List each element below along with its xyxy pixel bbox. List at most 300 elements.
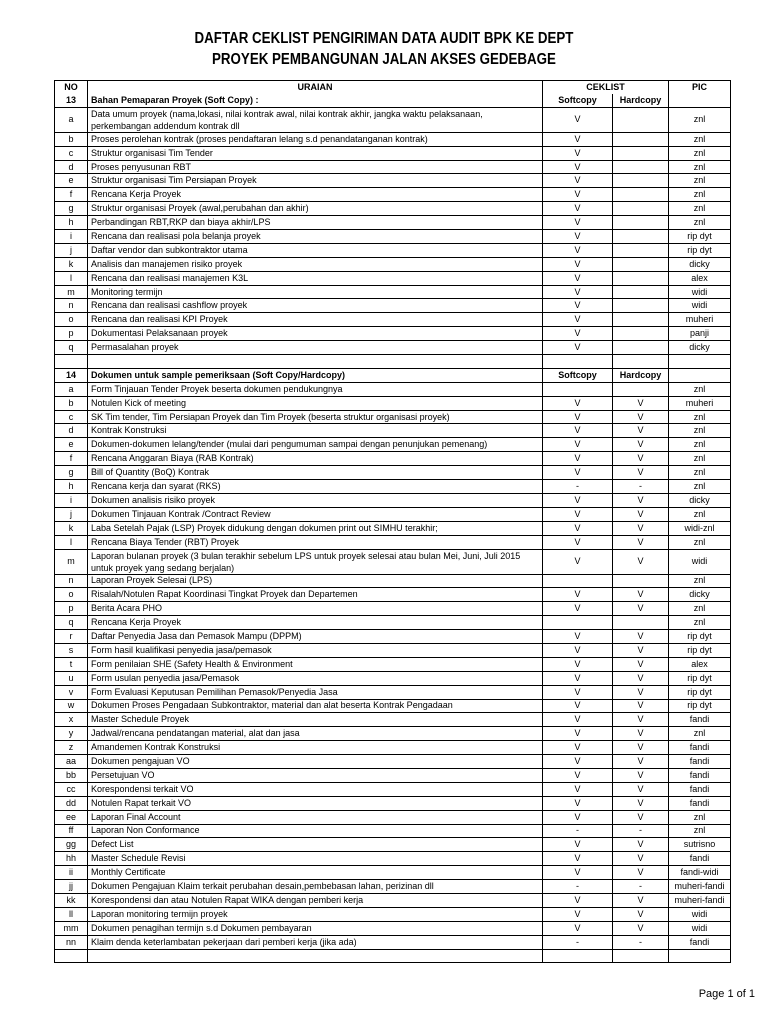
row-hardcopy: - [613, 824, 669, 838]
row-pic: alex [669, 657, 731, 671]
row-hardcopy: V [613, 493, 669, 507]
row-no: k [55, 257, 88, 271]
row-uraian: Rencana dan realisasi manajemen K3L [88, 271, 543, 285]
row-uraian: Form Tinjauan Tender Proyek beserta dokumen pendukungnya [88, 382, 543, 396]
table-row [55, 657, 731, 671]
section-14-header [55, 368, 731, 382]
row-hardcopy: V [613, 521, 669, 535]
table-row [55, 727, 731, 741]
row-no: v [55, 685, 88, 699]
row-no: ff [55, 824, 88, 838]
row-hardcopy [613, 146, 669, 160]
row-pic: znl [669, 616, 731, 630]
row-hardcopy [613, 257, 669, 271]
row-no: kk [55, 893, 88, 907]
row-uraian: Dokumen penagihan termijn s.d Dokumen pembayaran [88, 921, 543, 935]
row-pic: widi-znl [669, 521, 731, 535]
table-row [55, 782, 731, 796]
row-softcopy: - [543, 935, 613, 949]
row-no: c [55, 410, 88, 424]
table-row [55, 866, 731, 880]
row-softcopy: V [543, 188, 613, 202]
row-softcopy: V [543, 602, 613, 616]
header-uraian: URAIAN [88, 81, 543, 94]
row-uraian: Perbandingan RBT,RKP dan biaya akhir/LPS [88, 216, 543, 230]
row-softcopy: V [543, 893, 613, 907]
row-softcopy: V [543, 160, 613, 174]
row-pic: muheri-fandi [669, 893, 731, 907]
blank-cell [669, 949, 731, 963]
table-row [55, 424, 731, 438]
row-no: q [55, 341, 88, 355]
row-softcopy: V [543, 438, 613, 452]
row-pic: znl [669, 810, 731, 824]
row-no: gg [55, 838, 88, 852]
row-pic: fandi [669, 935, 731, 949]
row-softcopy: V [543, 230, 613, 244]
row-softcopy: V [543, 630, 613, 644]
row-hardcopy: V [613, 921, 669, 935]
table-row [55, 216, 731, 230]
row-pic: dicky [669, 588, 731, 602]
row-hardcopy: V [613, 507, 669, 521]
row-uraian: Klaim denda keterlambatan pekerjaan dari pemberi kerja (jika ada) [88, 935, 543, 949]
row-uraian: SK Tim tender, Tim Persiapan Proyek dan Tim Proyek (beserta struktur organisasi proyek) [88, 410, 543, 424]
row-pic: fandi [669, 782, 731, 796]
row-pic: znl [669, 535, 731, 549]
row-softcopy: - [543, 880, 613, 894]
row-no: j [55, 243, 88, 257]
row-no: ee [55, 810, 88, 824]
row-softcopy: V [543, 796, 613, 810]
row-softcopy: V [543, 521, 613, 535]
row-softcopy: V [543, 216, 613, 230]
row-uraian: Laba Setelah Pajak (LSP) Proyek didukung dengan dokumen print out SIMHU terakhir; [88, 521, 543, 535]
section-14-title: Dokumen untuk sample pemeriksaan (Soft Copy/Hardcopy) [88, 368, 543, 382]
row-softcopy: V [543, 107, 613, 132]
row-softcopy: V [543, 699, 613, 713]
row-hardcopy: V [613, 452, 669, 466]
row-pic: rip dyt [669, 243, 731, 257]
row-pic: widi [669, 299, 731, 313]
row-hardcopy: V [613, 643, 669, 657]
row-hardcopy [613, 230, 669, 244]
blank-cell [55, 949, 88, 963]
row-softcopy: V [543, 535, 613, 549]
row-pic: fandi [669, 796, 731, 810]
row-hardcopy: - [613, 880, 669, 894]
row-pic: widi [669, 921, 731, 935]
table-row [55, 671, 731, 685]
row-no: a [55, 382, 88, 396]
row-softcopy: V [543, 907, 613, 921]
row-uraian: Rencana kerja dan syarat (RKS) [88, 480, 543, 494]
row-hardcopy [613, 132, 669, 146]
row-hardcopy: V [613, 602, 669, 616]
row-pic: fandi-widi [669, 866, 731, 880]
row-pic: znl [669, 480, 731, 494]
table-row [55, 741, 731, 755]
row-softcopy: V [543, 313, 613, 327]
row-pic: muheri-fandi [669, 880, 731, 894]
row-uraian: Rencana dan realisasi pola belanja proyek [88, 230, 543, 244]
row-softcopy: V [543, 410, 613, 424]
row-pic: dicky [669, 341, 731, 355]
table-row [55, 535, 731, 549]
row-hardcopy: V [613, 713, 669, 727]
row-softcopy [543, 382, 613, 396]
row-softcopy: - [543, 824, 613, 838]
document-title: DAFTAR CEKLIST PENGIRIMAN DATA AUDIT BPK KE DEPT [194, 30, 574, 47]
row-no: cc [55, 782, 88, 796]
row-softcopy: V [543, 271, 613, 285]
row-hardcopy: V [613, 438, 669, 452]
table-row [55, 188, 731, 202]
table-row [55, 257, 731, 271]
row-softcopy: V [543, 549, 613, 574]
row-hardcopy: V [613, 852, 669, 866]
row-uraian: Dokumentasi Pelaksanaan proyek [88, 327, 543, 341]
row-pic: sutrisno [669, 838, 731, 852]
table-row [55, 299, 731, 313]
row-softcopy: V [543, 657, 613, 671]
row-uraian: Laporan bulanan proyek (3 bulan terakhir sebelum LPS untuk proyek selesai atau bulan Mei, Juni, Juli 2015 untuk proyek yang sedang berjalan) [88, 549, 543, 574]
row-uraian: Dokumen analisis risiko proyek [88, 493, 543, 507]
row-pic: znl [669, 574, 731, 588]
row-uraian: Notulen Rapat terkait VO [88, 796, 543, 810]
row-softcopy: V [543, 132, 613, 146]
table-row [55, 907, 731, 921]
row-hardcopy [613, 382, 669, 396]
row-softcopy: V [543, 285, 613, 299]
row-no: m [55, 549, 88, 574]
row-pic: rip dyt [669, 699, 731, 713]
row-hardcopy [613, 243, 669, 257]
table-row [55, 327, 731, 341]
section-13-header [55, 94, 731, 107]
row-uraian: Bill of Quantity (BoQ) Kontrak [88, 466, 543, 480]
row-uraian: Dokumen Tinjauan Kontrak /Contract Review [88, 507, 543, 521]
row-uraian: Struktur organisasi Tim Persiapan Proyek [88, 174, 543, 188]
row-pic: dicky [669, 257, 731, 271]
row-hardcopy [613, 299, 669, 313]
row-hardcopy: V [613, 866, 669, 880]
table-row [55, 521, 731, 535]
table-row [55, 768, 731, 782]
row-hardcopy: V [613, 424, 669, 438]
row-uraian: Jadwal/rencana pendatangan material, alat dan jasa [88, 727, 543, 741]
row-no: dd [55, 796, 88, 810]
row-softcopy: V [543, 782, 613, 796]
row-hardcopy: - [613, 935, 669, 949]
row-uraian: Struktur organisasi Tim Tender [88, 146, 543, 160]
row-uraian: Analisis dan manajemen risiko proyek [88, 257, 543, 271]
row-softcopy: V [543, 341, 613, 355]
row-uraian: Proses penyusunan RBT [88, 160, 543, 174]
row-pic: znl [669, 202, 731, 216]
row-hardcopy: V [613, 838, 669, 852]
row-softcopy: V [543, 396, 613, 410]
table-row [55, 852, 731, 866]
row-pic: znl [669, 727, 731, 741]
row-pic: dicky [669, 493, 731, 507]
table-row [55, 146, 731, 160]
row-uraian: Rencana dan realisasi KPI Proyek [88, 313, 543, 327]
table-row [55, 921, 731, 935]
row-pic: widi [669, 285, 731, 299]
row-no: n [55, 299, 88, 313]
row-hardcopy [613, 327, 669, 341]
row-uraian: Korespondensi dan atau Notulen Rapat WIKA dengan pemberi kerja [88, 893, 543, 907]
row-softcopy: V [543, 852, 613, 866]
row-softcopy: V [543, 671, 613, 685]
table-row [55, 160, 731, 174]
row-softcopy: V [543, 713, 613, 727]
row-uraian: Korespondensi terkait VO [88, 782, 543, 796]
row-uraian: Rencana dan realisasi cashflow proyek [88, 299, 543, 313]
blank-cell [543, 949, 613, 963]
document-subtitle: PROYEK PEMBANGUNAN JALAN AKSES GEDEBAGE [212, 51, 556, 68]
row-no: o [55, 313, 88, 327]
table-row [55, 796, 731, 810]
page-footer: Page 1 of 1 [698, 988, 755, 1000]
row-uraian: Dokumen-dokumen lelang/tender (mulai dari pengumuman sampai dengan penunjukan pemenang) [88, 438, 543, 452]
row-no: e [55, 174, 88, 188]
row-uraian: Rencana Anggaran Biaya (RAB Kontrak) [88, 452, 543, 466]
row-pic: fandi [669, 713, 731, 727]
row-no: h [55, 480, 88, 494]
row-hardcopy [613, 107, 669, 132]
table-row [55, 396, 731, 410]
row-pic: znl [669, 602, 731, 616]
row-softcopy [543, 616, 613, 630]
row-hardcopy: V [613, 549, 669, 574]
table-row [55, 893, 731, 907]
table-row [55, 935, 731, 949]
row-hardcopy: V [613, 755, 669, 769]
row-no: ii [55, 866, 88, 880]
table-row [55, 574, 731, 588]
row-softcopy: V [543, 838, 613, 852]
section-13-softcopy-label: Softcopy [543, 94, 613, 107]
row-softcopy: V [543, 810, 613, 824]
row-uraian: Form hasil kualifikasi penyedia jasa/pemasok [88, 643, 543, 657]
table-row [55, 132, 731, 146]
row-pic: fandi [669, 741, 731, 755]
table-row [55, 452, 731, 466]
row-uraian: Amandemen Kontrak Konstruksi [88, 741, 543, 755]
row-uraian: Laporan monitoring termijn proyek [88, 907, 543, 921]
row-hardcopy: V [613, 907, 669, 921]
row-no: h [55, 216, 88, 230]
row-uraian: Daftar Penyedia Jasa dan Pemasok Mampu (DPPM) [88, 630, 543, 644]
section-14-pic-cell [669, 368, 731, 382]
table-row [55, 202, 731, 216]
table-row [55, 824, 731, 838]
row-no: l [55, 271, 88, 285]
row-hardcopy: V [613, 588, 669, 602]
row-no: d [55, 160, 88, 174]
row-uraian: Form usulan penyedia jasa/Pemasok [88, 671, 543, 685]
row-uraian: Master Schedule Revisi [88, 852, 543, 866]
table-row [55, 630, 731, 644]
row-pic: znl [669, 146, 731, 160]
row-hardcopy [613, 271, 669, 285]
table-row [55, 602, 731, 616]
row-no: j [55, 507, 88, 521]
row-softcopy: V [543, 452, 613, 466]
section-13-no: 13 [55, 94, 88, 107]
row-no: c [55, 146, 88, 160]
table-row [55, 410, 731, 424]
row-no: d [55, 424, 88, 438]
table-row [55, 810, 731, 824]
row-uraian: Struktur organisasi Proyek (awal,perubahan dan akhir) [88, 202, 543, 216]
row-hardcopy: V [613, 727, 669, 741]
row-hardcopy: V [613, 893, 669, 907]
table-row [55, 382, 731, 396]
row-pic: rip dyt [669, 230, 731, 244]
table-row [55, 507, 731, 521]
row-pic: widi [669, 907, 731, 921]
row-no: z [55, 741, 88, 755]
row-uraian: Permasalahan proyek [88, 341, 543, 355]
table-row [55, 230, 731, 244]
row-no: k [55, 521, 88, 535]
row-hardcopy [613, 202, 669, 216]
row-uraian: Form Evaluasi Keputusan Pemilihan Pemasok/Penyedia Jasa [88, 685, 543, 699]
section-14-softcopy-label: Softcopy [543, 368, 613, 382]
row-uraian: Rencana Kerja Proyek [88, 616, 543, 630]
blank-cell [88, 355, 543, 369]
row-uraian: Laporan Proyek Selesai (LPS) [88, 574, 543, 588]
row-pic: rip dyt [669, 643, 731, 657]
row-softcopy: - [543, 480, 613, 494]
row-hardcopy: V [613, 657, 669, 671]
row-softcopy: V [543, 727, 613, 741]
row-pic: fandi [669, 768, 731, 782]
table-row [55, 341, 731, 355]
row-pic: znl [669, 132, 731, 146]
section-14-hardcopy-label: Hardcopy [613, 368, 669, 382]
row-hardcopy: V [613, 396, 669, 410]
row-uraian: Master Schedule Proyek [88, 713, 543, 727]
row-no: mm [55, 921, 88, 935]
header-no: NO [55, 81, 88, 94]
row-no: b [55, 396, 88, 410]
row-no: g [55, 466, 88, 480]
table-row [55, 685, 731, 699]
row-pic: fandi [669, 755, 731, 769]
row-hardcopy: V [613, 782, 669, 796]
row-hardcopy: V [613, 630, 669, 644]
row-hardcopy [613, 188, 669, 202]
checklist-table [54, 80, 731, 963]
row-softcopy: V [543, 755, 613, 769]
table-row [55, 699, 731, 713]
row-pic: alex [669, 271, 731, 285]
row-pic: muheri [669, 396, 731, 410]
row-hardcopy: V [613, 810, 669, 824]
table-row [55, 880, 731, 894]
row-softcopy: V [543, 424, 613, 438]
row-hardcopy: V [613, 535, 669, 549]
row-no: g [55, 202, 88, 216]
row-pic: widi [669, 549, 731, 574]
blank-cell [88, 949, 543, 963]
row-softcopy: V [543, 257, 613, 271]
trailing-blank-row [55, 949, 731, 963]
row-no: jj [55, 880, 88, 894]
row-softcopy: V [543, 202, 613, 216]
row-softcopy: V [543, 768, 613, 782]
row-no: m [55, 285, 88, 299]
row-no: q [55, 616, 88, 630]
row-no: i [55, 230, 88, 244]
row-no: x [55, 713, 88, 727]
row-softcopy: V [543, 466, 613, 480]
row-pic: rip dyt [669, 671, 731, 685]
row-softcopy: V [543, 866, 613, 880]
row-hardcopy [613, 616, 669, 630]
row-pic: panji [669, 327, 731, 341]
header-row [55, 81, 731, 94]
row-pic: znl [669, 216, 731, 230]
row-no: l [55, 535, 88, 549]
blank-cell [669, 355, 731, 369]
table-row [55, 549, 731, 574]
row-hardcopy: V [613, 768, 669, 782]
row-pic: znl [669, 174, 731, 188]
table-row [55, 438, 731, 452]
section-13-hardcopy-label: Hardcopy [613, 94, 669, 107]
row-pic: znl [669, 410, 731, 424]
row-pic: fandi [669, 852, 731, 866]
row-pic: znl [669, 107, 731, 132]
row-softcopy: V [543, 243, 613, 257]
row-pic: znl [669, 452, 731, 466]
row-no: ll [55, 907, 88, 921]
table-row [55, 643, 731, 657]
row-uraian: Notulen Kick of meeting [88, 396, 543, 410]
table-row [55, 480, 731, 494]
row-no: o [55, 588, 88, 602]
row-hardcopy [613, 160, 669, 174]
row-hardcopy: V [613, 699, 669, 713]
row-no: b [55, 132, 88, 146]
blank-cell [613, 949, 669, 963]
row-pic: znl [669, 466, 731, 480]
table-row [55, 313, 731, 327]
row-hardcopy [613, 313, 669, 327]
row-no: p [55, 327, 88, 341]
table-row [55, 755, 731, 769]
row-pic: znl [669, 382, 731, 396]
row-softcopy: V [543, 921, 613, 935]
row-no: i [55, 493, 88, 507]
row-no: u [55, 671, 88, 685]
row-softcopy: V [543, 507, 613, 521]
row-hardcopy [613, 341, 669, 355]
row-no: p [55, 602, 88, 616]
row-uraian: Rencana Biaya Tender (RBT) Proyek [88, 535, 543, 549]
row-softcopy: V [543, 741, 613, 755]
row-pic: znl [669, 824, 731, 838]
section-13-title: Bahan Pemaparan Proyek (Soft Copy) : [88, 94, 543, 107]
table-row [55, 107, 731, 132]
row-pic: znl [669, 507, 731, 521]
row-hardcopy: V [613, 466, 669, 480]
